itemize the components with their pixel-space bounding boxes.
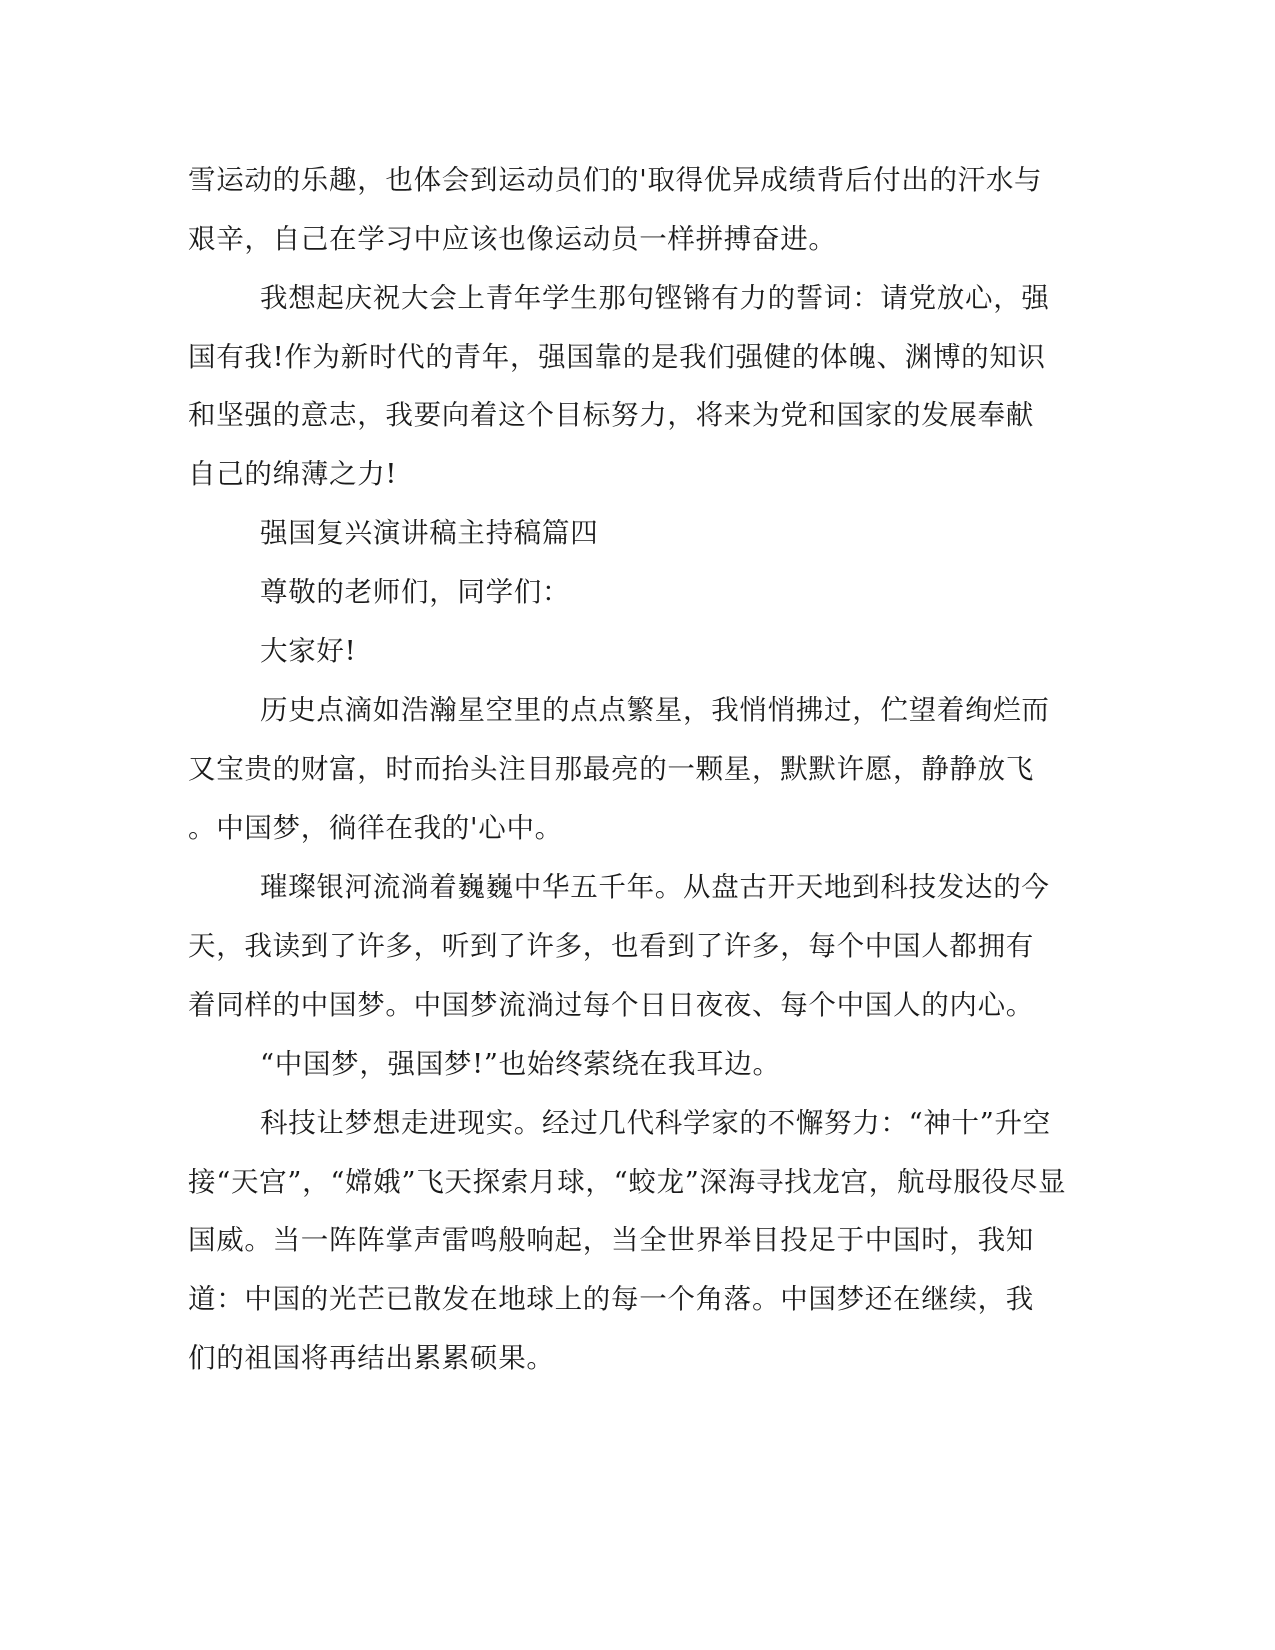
text-line: 道：中国的光芒已散发在地球上的每一个角落。中国梦还在继续，我 [188, 1283, 1034, 1315]
section-heading: 强国复兴演讲稿主持稿篇四 [260, 517, 599, 549]
text-line: 接“天宫”，“嫦娥”飞天探索月球，“蛟龙”深海寻找龙宫，航母服役尽显 [188, 1166, 1067, 1198]
text-line: 和坚强的意志，我要向着这个目标努力，将来为党和国家的发展奉献 [188, 399, 1034, 431]
text-line: 自己的绵薄之力! [188, 458, 398, 490]
text-line: 。中国梦，徜徉在我的'心中。 [188, 812, 563, 844]
text-line: 天，我读到了许多，听到了许多，也看到了许多，每个中国人都拥有 [188, 930, 1034, 962]
paragraph-first-line: 历史点滴如浩瀚星空里的点点繁星，我悄悄拂过，伫望着绚烂而 [260, 694, 1050, 726]
text-line: 雪运动的乐趣，也体会到运动员们的'取得优异成绩背后付出的汗水与 [188, 164, 1043, 196]
text-line: 国有我!作为新时代的青年，强国靠的是我们强健的体魄、渊博的知识 [188, 341, 1046, 373]
greeting: 大家好! [260, 635, 357, 667]
salutation: 尊敬的老师们，同学们： [260, 576, 571, 608]
paragraph-first-line: “中国梦，强国梦!”也始终萦绕在我耳边。 [260, 1048, 781, 1080]
text-line: 着同样的中国梦。中国梦流淌过每个日日夜夜、每个中国人的内心。 [188, 989, 1034, 1021]
paragraph-first-line: 璀璨银河流淌着巍巍中华五千年。从盘古开天地到科技发达的今 [260, 871, 1050, 903]
text-line: 艰辛，自己在学习中应该也像运动员一样拼搏奋进。 [188, 223, 837, 255]
text-line: 们的祖国将再结出累累硕果。 [188, 1342, 555, 1374]
text-line: 国威。当一阵阵掌声雷鸣般响起，当全世界举目投足于中国时，我知 [188, 1224, 1034, 1256]
text-line: 又宝贵的财富，时而抬头注目那最亮的一颗星，默默许愿，静静放飞 [188, 753, 1034, 785]
paragraph-first-line: 我想起庆祝大会上青年学生那句铿锵有力的誓词：请党放心，强 [260, 282, 1050, 314]
paragraph-first-line: 科技让梦想走进现实。经过几代科学家的不懈努力：“神十”升空 [260, 1107, 1051, 1139]
